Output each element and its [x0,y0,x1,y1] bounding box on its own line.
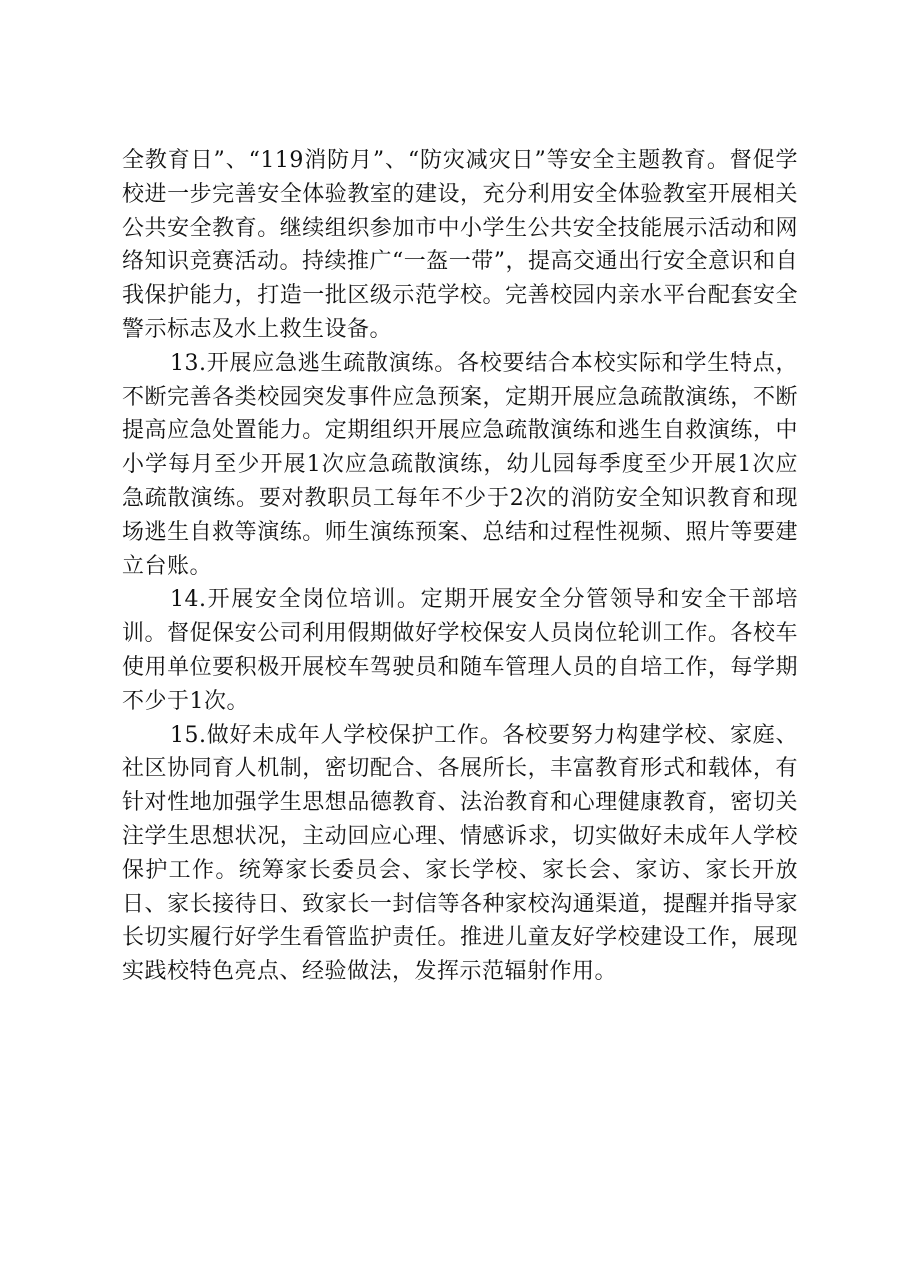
paragraph-item-14: 14.开展安全岗位培训。定期开展安全分管领导和安全干部培训。督促保安公司利用假期做好学校保安人员岗位轮训工作。各校车使用单位要积极开展校车驾驶员和随车管理人员的自培工作，每学期不少于1次。 [122,587,798,714]
document-body [122,144,798,989]
paragraph-item-15: 15.做好未成年人学校保护工作。各校要努力构建学校、家庭、社区协同育人机制，密切配合、各展所长，丰富教育形式和载体，有针对性地加强学生思想品德教育、法治教育和心理健康教育，密切关注学生思想状况，主动回应心理、情感诉求，切实做好未成年人学校保护工作。统筹家长委员会、家长学校、家长会、家访、家长开放日、家长接待日、致家长一封信等各种家校沟通渠道，提醒并指导家长切实履行好学生看管监护责任。推进儿童友好学校建设工作，展现实践校特色亮点、经验做法，发挥示范辐射作用。 [122,722,798,985]
paragraph-continuation: 全教育日”、“119消防月”、“防灾减灾日”等安全主题教育。督促学校进一步完善安全体验教室的建设，充分利用安全体验教室开展相关公共安全教育。继续组织参加市中小学生公共安全技能展示活动和网络知识竞赛活动。持续推广“一盔一带”，提高交通出行安全意识和自我保护能力，打造一批区级示范学校。完善校园内亲水平台配套安全警示标志及水上救生设备。 [122,148,798,342]
paragraph-item-13: 13.开展应急逃生疏散演练。各校要结合本校实际和学生特点，不断完善各类校园突发事件应急预案，定期开展应急疏散演练，不断提高应急处置能力。定期组织开展应急疏散演练和逃生自救演练，中小学每月至少开展1次应急疏散演练，幼儿园每季度至少开展1次应急疏散演练。要对教职员工每年不少于2次的消防安全知识教育和现场逃生自救等演练。师生演练预案、总结和过程性视频、照片等要建立台账。 [122,350,798,579]
